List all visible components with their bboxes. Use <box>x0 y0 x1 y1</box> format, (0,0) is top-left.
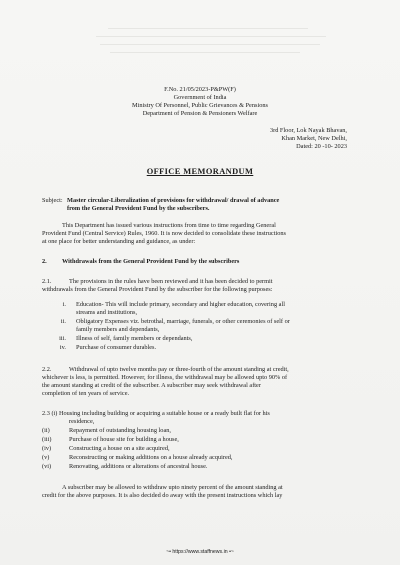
list-item-number: iv. <box>59 344 66 351</box>
para-2-2-line-3: the amount standing at credit of the subscriber. A subscriber may seek withdrawal after <box>42 382 261 389</box>
closing-line-1: A subscriber may be allowed to withdraw upto ninety percent of the amount standing at <box>62 484 283 491</box>
list-item-text: Purchase of consumer durables. <box>76 344 157 351</box>
date-line: Dated: 20 -10- 2023 <box>296 143 347 150</box>
subject-line-1: Master circular-Liberalization of provisions for withdrawal/ drawal of advance <box>67 197 280 204</box>
list-item-text: Obligatory Expenses viz. betrothal, marriage, funerals, or other ceremonies of self or <box>76 318 290 325</box>
housing-item-number: (v) <box>42 454 50 461</box>
intro-line-1: This Department has issued various instructions from time to time regarding General <box>62 222 276 229</box>
list-item-text: Illness of self, family members or dependants, <box>76 335 193 342</box>
housing-item-text: Reconstructing or making additions on a house already acquired, <box>69 454 233 461</box>
bleed-through-line <box>108 28 308 29</box>
list-item-text-cont: streams and institutions, <box>76 309 138 316</box>
section-number: 2. <box>42 258 47 265</box>
para-2-2-line-4: completion of ten years of service. <box>42 390 130 397</box>
list-item-number: i. <box>62 301 66 308</box>
intro-line-2: Provident Fund (Central Service) Rules, 1960. It is now decided to consolidate these instructions <box>42 230 286 237</box>
housing-item-number: (ii) <box>42 427 50 434</box>
footer-url[interactable]: ~• https://www.staffnews.in •~ <box>166 549 234 555</box>
subject-label: Subject: <box>42 197 63 204</box>
housing-item-text: Purchase of house site for building a house, <box>69 436 179 443</box>
list-item-number: ii. <box>60 318 66 325</box>
para-2-3-lead-cont: residence, <box>69 418 95 425</box>
housing-item-number: (iv) <box>42 445 52 452</box>
para-2-3-lead: 2.3 (i) Housing including building or acquiring a suitable house or a ready built flat for his <box>42 410 270 417</box>
list-item-text-cont: family members and dependants, <box>76 326 160 333</box>
housing-item-number: (vi) <box>42 463 52 470</box>
government-line: Government of India <box>173 94 227 101</box>
para-2-2-line-2: whichever is less, is permitted. However, for illness, the withdrawal may be allowed upto 90% of <box>42 374 288 381</box>
department-line: Department of Pension & Pensioners Welfare <box>142 110 258 117</box>
file-number: F.No. 21/05/2023-P&PW(F) <box>164 86 236 93</box>
ministry-line: Ministry Of Personnel, Public Grievances & Pensions <box>132 102 268 109</box>
address-line-1: 3rd Floor, Lok Nayak Bhavan, <box>269 127 347 134</box>
housing-item-text: Renovating, additions or alterations of ancestral house. <box>69 463 208 470</box>
para-2-1-line-2: withdrawals from the General Provident Fund by the subscriber for the following purposes: <box>42 286 273 293</box>
para-2-2-number: 2.2. <box>42 366 52 373</box>
page-title: OFFICE MEMORANDUM <box>146 167 254 176</box>
address-line-2: Khan Market, New Delhi, <box>281 135 347 142</box>
list-item-number: iii. <box>59 335 66 342</box>
housing-item-text: Constructing a house on a site acquired, <box>69 445 170 452</box>
housing-item-number: (iii) <box>42 436 52 443</box>
para-2-1-line-1: The provisions in the rules have been reviewed and it has been decided to permit <box>69 278 273 285</box>
section-heading: Withdrawals from the General Provident Fund by the subscribers <box>62 258 240 265</box>
subject-line-2: from the General Provident Fund by the subscribers. <box>67 205 210 212</box>
para-2-1-number: 2.1. <box>42 278 52 285</box>
para-2-2-line-1: Withdrawal of upto twelve months pay or three-fourth of the amount standing at credit, <box>69 366 289 373</box>
bleed-through-line <box>110 52 300 53</box>
bleed-through-line <box>100 44 320 45</box>
closing-line-2: credit for the above purposes. It is also decided do away with the present instructions which lay <box>42 492 283 499</box>
intro-line-3: at one place for better understanding and guidance, as under: <box>42 238 196 245</box>
housing-item-text: Repayment of outstanding housing loan, <box>69 427 171 434</box>
bleed-through-line <box>96 36 326 37</box>
list-item-text: Education- This will include primary, secondary and higher education, covering all <box>76 301 285 308</box>
